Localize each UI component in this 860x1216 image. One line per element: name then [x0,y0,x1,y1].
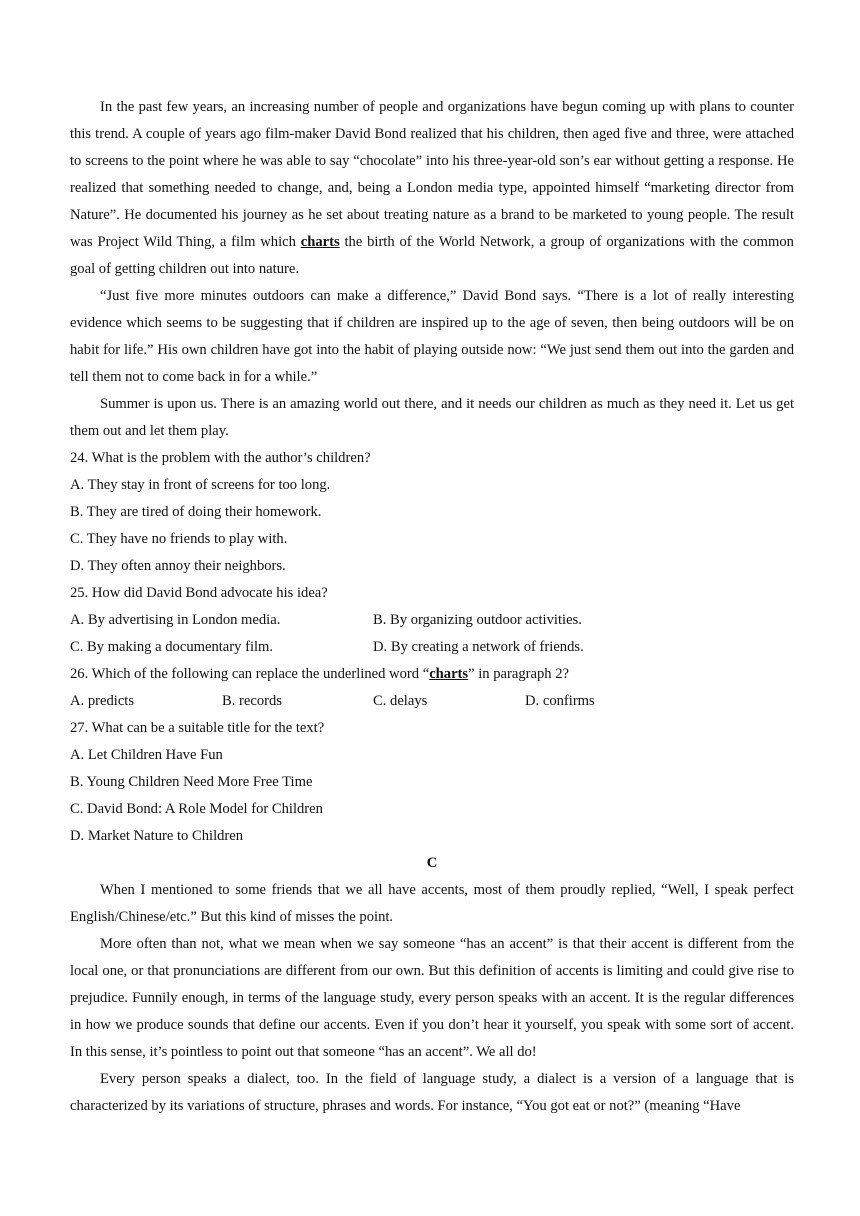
paragraph-text: the birth of the World Network, a group of organizations with the common goal of getting children out into nature. [70,234,794,277]
underlined-word-charts: charts [429,666,469,682]
question-text: ” in paragraph 2? [468,666,569,682]
question-25-option-d: D. By creating a network of friends. [373,639,584,655]
underlined-word-charts: charts [300,234,340,250]
question-26-stem [70,661,794,688]
question-25-option-a: A. By advertising in London media. [70,612,281,628]
question-24-option-b: B. They are tired of doing their homework. [70,504,322,520]
question-27-option-a: A. Let Children Have Fun [70,747,223,763]
question-25-option-c: C. By making a documentary film. [70,639,274,655]
question-25-options-row-1 [70,607,794,634]
question-24-option-a: A. They stay in front of screens for too long. [70,477,331,493]
question-25-option-b: B. By organizing outdoor activities. [373,612,582,628]
question-27-option-b: B. Young Children Need More Free Time [70,774,313,790]
passage-c-paragraph-2: More often than not, what we mean when we say someone “has an accent” is that their accent is different from the local one, or that pronunciations are different from our own. But this definition of accents is limiting and could give rise to prejudice. Funnily enough, in terms of the language study, every person speaks with an accent. It is the regular differences in how we produce sounds that define our accents. Even if you don’t hear it yourself, you speak with some sort of accent. In this sense, it’s pointless to point out that someone “has an accent”. We all do! [70,936,794,1060]
question-26-option-d: D. confirms [525,693,595,709]
question-24-stem: 24. What is the problem with the author’s children? [70,450,371,466]
document-page [70,94,794,1120]
section-heading-c: C [426,855,438,871]
question-26-options [70,688,794,715]
passage-c-paragraph-1: When I mentioned to some friends that we all have accents, most of them proudly replied, “Well, I speak perfect English/Chinese/etc.” But this kind of misses the point. [70,882,794,925]
question-27-option-d: D. Market Nature to Children [70,828,244,844]
question-27-stem: 27. What can be a suitable title for the text? [70,720,325,736]
question-26-option-c: C. delays [373,693,428,709]
question-24-option-d: D. They often annoy their neighbors. [70,558,286,574]
passage-b-paragraph-2: “Just five more minutes outdoors can make a difference,” David Bond says. “There is a lot of really interesting evidence which seems to be suggesting that if children are inspired up to the age of seven, then being outdoors will be on habit for life.” His own children have got into the habit of playing outside now: “We just send them out into the garden and tell them not to come back in for a while.” [70,288,794,385]
question-text: 26. Which of the following can replace the underlined word “ [70,666,430,682]
question-25-options-row-2 [70,634,794,661]
question-26-option-b: B. records [222,693,282,709]
passage-b-paragraph-1 [70,94,794,283]
passage-c-paragraph-3: Every person speaks a dialect, too. In the field of language study, a dialect is a version of a language that is characterized by its variations of structure, phrases and words. For instance, “You got eat or not?” (meaning “Have [70,1071,794,1114]
question-25-stem: 25. How did David Bond advocate his idea? [70,585,328,601]
paragraph-text: In the past few years, an increasing number of people and organizations have begun coming up with plans to counter this trend. A couple of years ago film-maker David Bond realized that his children, then aged five and three, were attached to screens to the point where he was able to say “chocolate” into his three-year-old son’s ear without getting a response. He realized that something needed to change, and, being a London media type, appointed himself “marketing director from Nature”. He documented his journey as he set about treating nature as a brand to be marketed to young people. The result was Project Wild Thing, a film which [70,99,794,250]
question-26-option-a: A. predicts [70,693,135,709]
question-27-option-c: C. David Bond: A Role Model for Children [70,801,323,817]
passage-b-paragraph-3: Summer is upon us. There is an amazing world out there, and it needs our children as much as they need it. Let us get them out and let them play. [70,396,794,439]
question-24-option-c: C. They have no friends to play with. [70,531,288,547]
